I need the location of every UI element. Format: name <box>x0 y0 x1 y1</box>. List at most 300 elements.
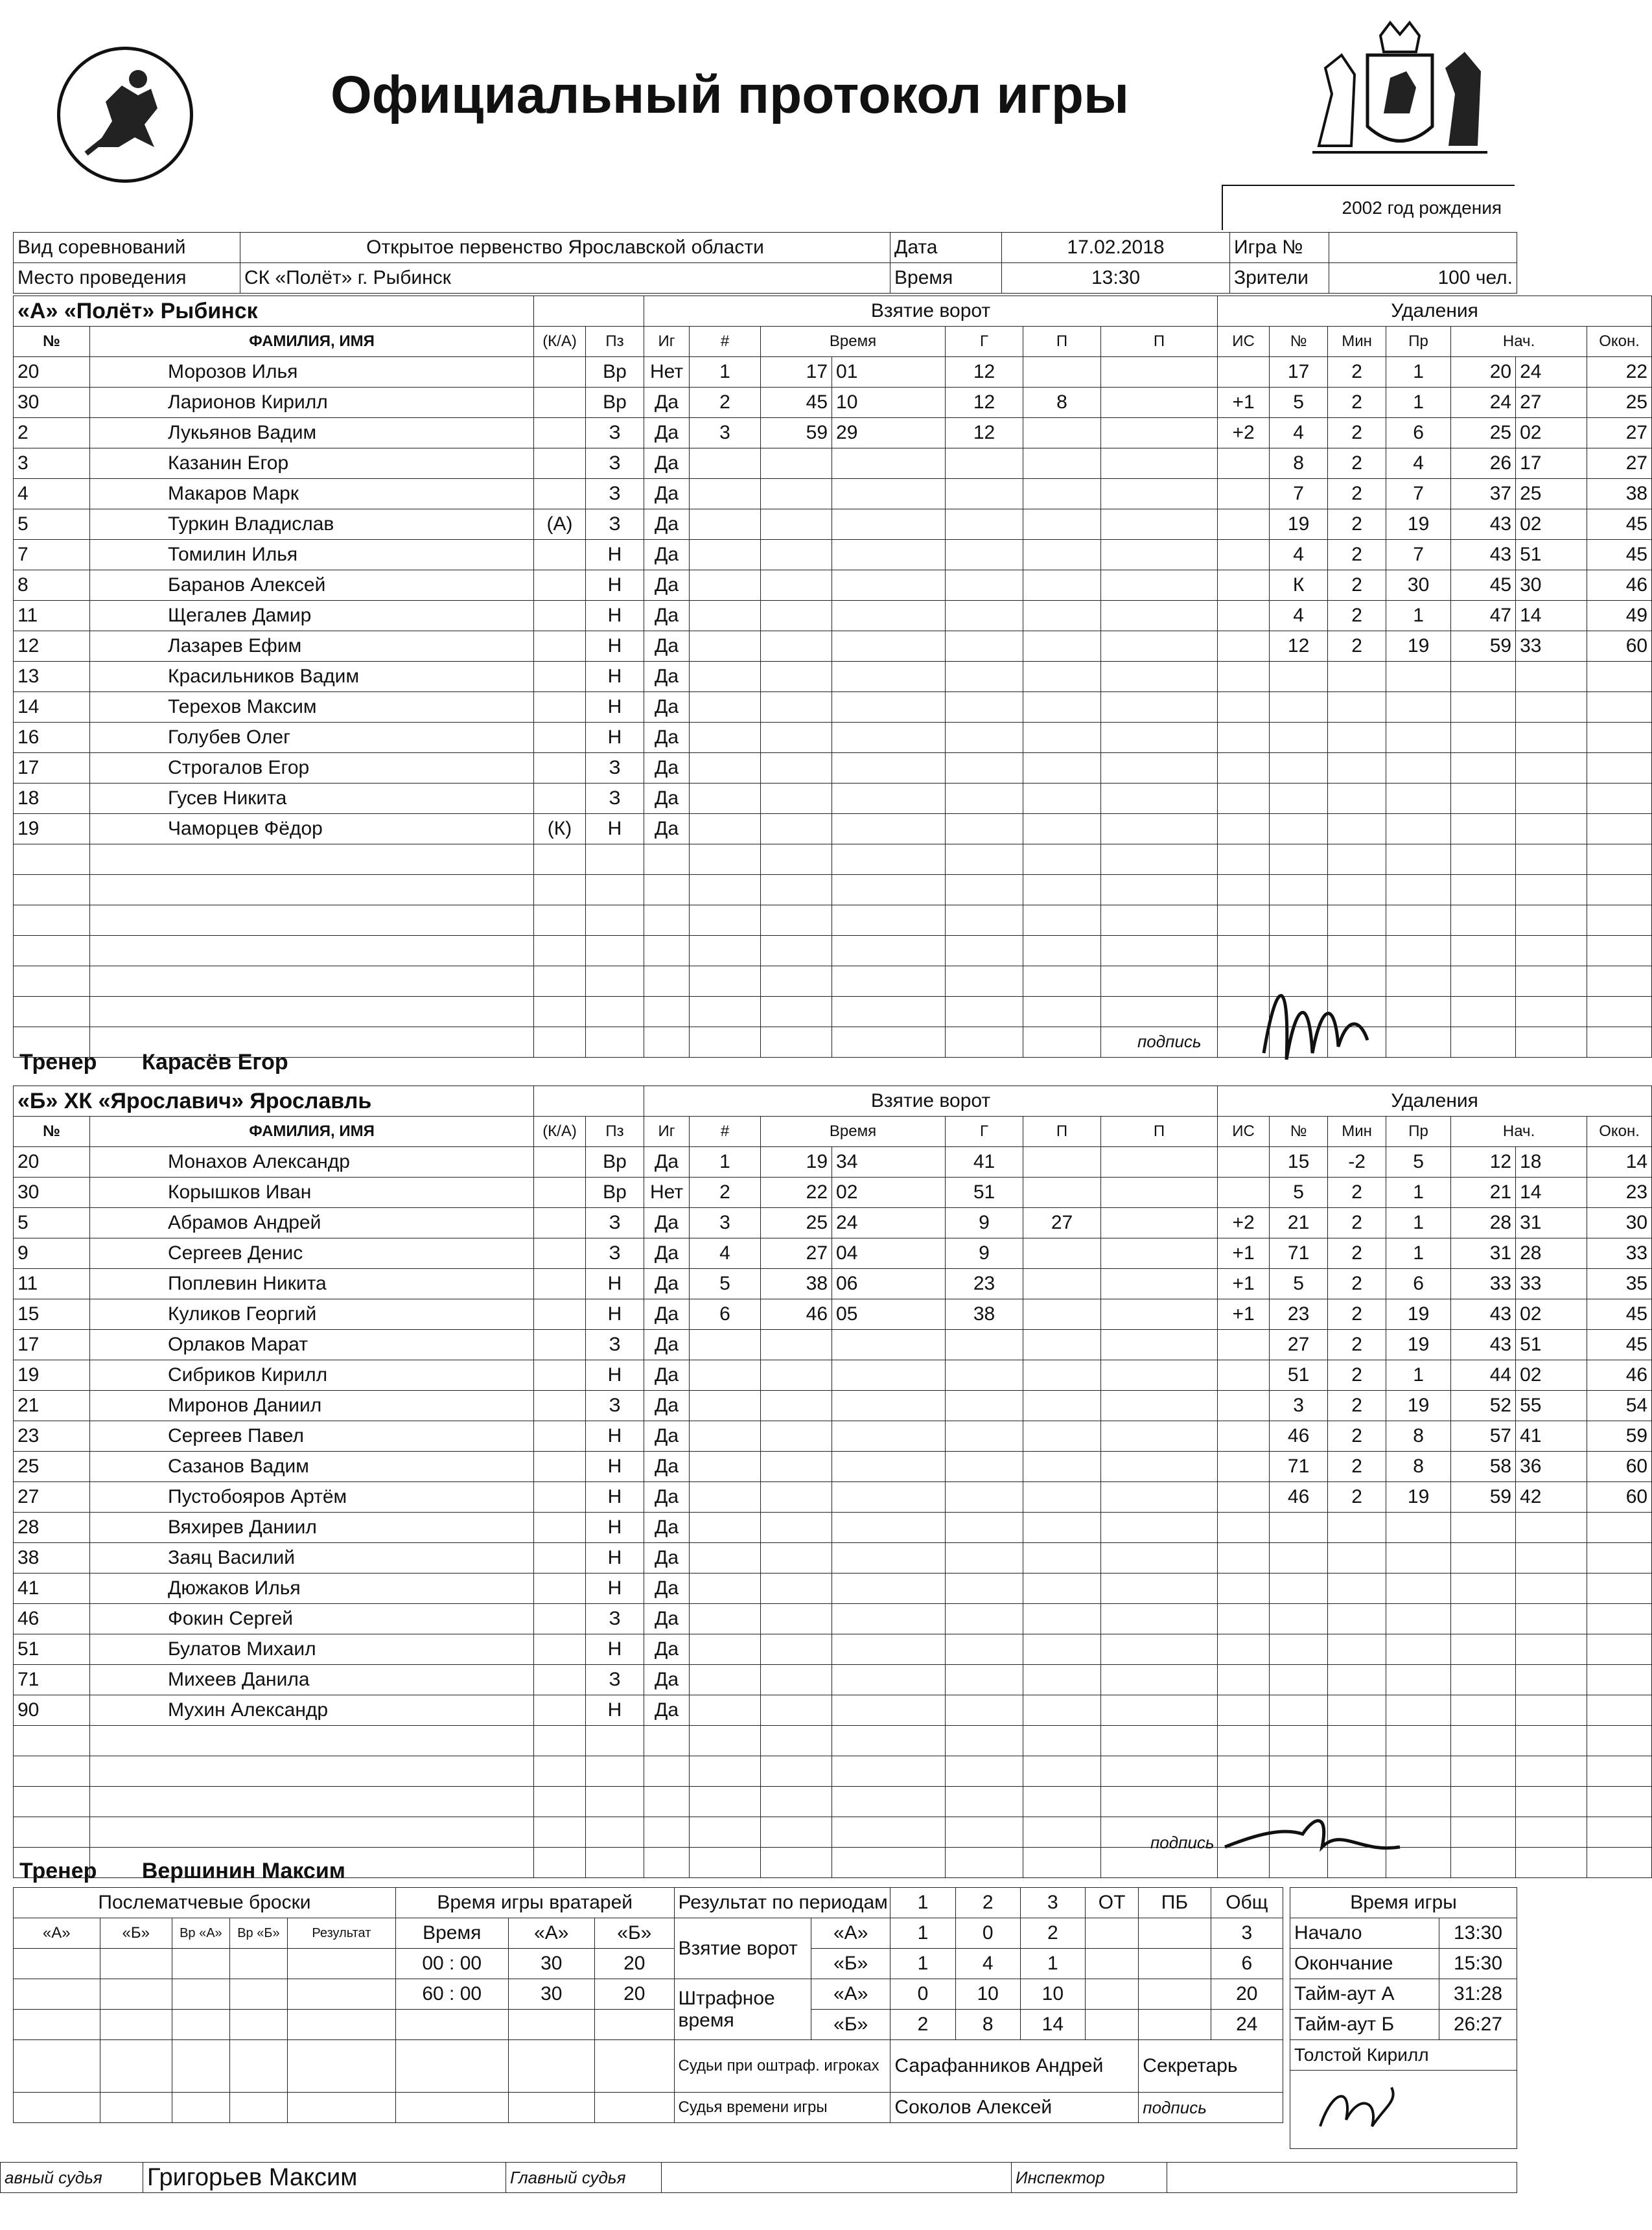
penalty-end-min: 60 <box>1587 1452 1652 1482</box>
table-row <box>14 784 1652 814</box>
penalty-player <box>1270 723 1328 753</box>
goal-situation: +2 <box>1218 1208 1270 1238</box>
goal-second <box>832 1726 946 1756</box>
goals-a-p2: 0 <box>955 1918 1020 1949</box>
penalty-minutes <box>1328 1513 1386 1543</box>
col-goal-g: Г <box>946 1117 1023 1147</box>
penalty-player: 23 <box>1270 1299 1328 1330</box>
goalie-time-label: Время игры вратарей <box>395 1888 674 1918</box>
penalty-player <box>1270 1543 1328 1574</box>
player-name: Сибриков Кирилл <box>90 1360 534 1391</box>
player-played: Да <box>644 662 690 692</box>
penalty-start-sec <box>1516 1756 1587 1787</box>
player-position: Вр <box>586 388 644 418</box>
goal-assist-1 <box>1023 631 1101 662</box>
penalty-minutes: 2 <box>1328 1269 1386 1299</box>
penalty-end-min: 45 <box>1587 509 1652 540</box>
player-played: Да <box>644 448 690 479</box>
goal-minute <box>761 1787 832 1817</box>
player-number: 11 <box>14 1269 90 1299</box>
goal-minute <box>761 1665 832 1695</box>
player-number: 27 <box>14 1482 90 1513</box>
pim-a-p3: 10 <box>1020 1979 1085 2010</box>
col-goal-p1: П <box>1023 1117 1101 1147</box>
player-position <box>586 1756 644 1787</box>
penalty-start-min: 24 <box>1451 388 1516 418</box>
player-name: Орлаков Марат <box>90 1330 534 1360</box>
penalty-start-sec <box>1516 1604 1587 1634</box>
goal-number <box>690 1665 761 1695</box>
goal-scorer <box>946 1726 1023 1756</box>
player-name <box>90 1726 534 1756</box>
timeout-a-time: 31:28 <box>1439 1979 1517 2010</box>
player-name: Вяхирев Даниил <box>90 1513 534 1543</box>
period-col-1: 1 <box>890 1888 955 1918</box>
player-ka <box>534 1360 586 1391</box>
penalty-player: 46 <box>1270 1421 1328 1452</box>
goal-number: 4 <box>690 1238 761 1269</box>
player-played: Да <box>644 1147 690 1178</box>
player-played: Да <box>644 1360 690 1391</box>
player-position: З <box>586 509 644 540</box>
goal-assist-2 <box>1101 844 1218 875</box>
player-played: Да <box>644 1269 690 1299</box>
penalty-start-sec <box>1516 692 1587 723</box>
player-number: 16 <box>14 723 90 753</box>
goal-second <box>832 784 946 814</box>
player-name: Мухин Александр <box>90 1695 534 1726</box>
player-name: Пустобояров Артём <box>90 1482 534 1513</box>
goal-assist-1 <box>1023 997 1101 1027</box>
goal-second <box>832 966 946 997</box>
gk-row1-sec: 00 <box>460 1953 482 1974</box>
goal-assist-1 <box>1023 1027 1101 1058</box>
player-number: 23 <box>14 1421 90 1452</box>
penalty-end-min <box>1587 875 1652 905</box>
player-ka <box>534 1513 586 1543</box>
penalty-start-min: 59 <box>1451 631 1516 662</box>
penalty-player: 5 <box>1270 1178 1328 1208</box>
goal-assist-1 <box>1023 1665 1101 1695</box>
goal-second <box>832 905 946 936</box>
goal-assist-1 <box>1023 966 1101 997</box>
penalty-start-min <box>1451 753 1516 784</box>
table-row <box>14 540 1652 570</box>
goal-second <box>832 1543 946 1574</box>
penalty-player: 17 <box>1270 357 1328 388</box>
player-number: 51 <box>14 1634 90 1665</box>
penalty-start-min: 25 <box>1451 418 1516 448</box>
player-position: З <box>586 479 644 509</box>
goal-minute <box>761 1634 832 1665</box>
player-number: 13 <box>14 662 90 692</box>
player-name: Щегалев Дамир <box>90 601 534 631</box>
shootout-result: Результат <box>287 1918 395 1949</box>
goal-assist-1 <box>1023 1299 1101 1330</box>
game-no-value <box>1329 233 1517 263</box>
head-ref-label: Главный судья <box>506 2163 662 2193</box>
pim-team-a-label: «А» <box>811 1979 890 2010</box>
penalty-start-sec: 27 <box>1516 388 1587 418</box>
penalty-start-min <box>1451 723 1516 753</box>
goal-number: 2 <box>690 388 761 418</box>
player-played: Да <box>644 1299 690 1330</box>
goal-assist-1 <box>1023 875 1101 905</box>
col-num: № <box>14 327 90 357</box>
head-ref-name: Григорьев Максим <box>143 2163 506 2193</box>
goal-second <box>832 814 946 844</box>
penalty-end-min: 46 <box>1587 1360 1652 1391</box>
player-position: Н <box>586 1482 644 1513</box>
goal-assist-1 <box>1023 784 1101 814</box>
player-played <box>644 1848 690 1878</box>
player-ka <box>534 1634 586 1665</box>
goal-assist-1 <box>1023 1848 1101 1878</box>
player-ka <box>534 1299 586 1330</box>
penalty-end-min: 14 <box>1587 1147 1652 1178</box>
inspector-label: Инспектор <box>1012 2163 1167 2193</box>
period-col-2: 2 <box>955 1888 1020 1918</box>
table-row <box>14 662 1652 692</box>
penalty-minutes <box>1328 905 1386 936</box>
penalty-start-sec: 31 <box>1516 1208 1587 1238</box>
penalty-end-min: 45 <box>1587 540 1652 570</box>
goal-minute <box>761 905 832 936</box>
penalty-reason: 8 <box>1386 1421 1451 1452</box>
player-ka <box>534 1482 586 1513</box>
goal-scorer <box>946 1604 1023 1634</box>
goal-number <box>690 1787 761 1817</box>
penalty-reason <box>1386 997 1451 1027</box>
penalty-end-min <box>1587 1574 1652 1604</box>
table-row <box>14 1574 1652 1604</box>
player-position <box>586 936 644 966</box>
penalty-start-min: 43 <box>1451 540 1516 570</box>
col-pos: Пз <box>586 327 644 357</box>
player-played: Да <box>644 1634 690 1665</box>
player-number: 4 <box>14 479 90 509</box>
penalty-player <box>1270 1634 1328 1665</box>
penalty-reason <box>1386 692 1451 723</box>
player-position: З <box>586 1391 644 1421</box>
player-ka <box>534 1726 586 1756</box>
penalty-end-min <box>1587 997 1652 1027</box>
player-position: З <box>586 1604 644 1634</box>
goal-situation <box>1218 1482 1270 1513</box>
player-name: Сергеев Павел <box>90 1421 534 1452</box>
timeout-a-sec: 28 <box>1480 1983 1503 2004</box>
goal-number <box>690 509 761 540</box>
goal-situation <box>1218 723 1270 753</box>
pim-b-total: 24 <box>1211 2010 1283 2040</box>
penalty-start-min: 37 <box>1451 479 1516 509</box>
goal-assist-1 <box>1023 1787 1101 1817</box>
penalty-start-min <box>1451 875 1516 905</box>
player-played: Да <box>644 1695 690 1726</box>
penalty-start-sec <box>1516 723 1587 753</box>
player-played <box>644 966 690 997</box>
goals-a-ot <box>1085 1918 1138 1949</box>
goal-number: 3 <box>690 1208 761 1238</box>
player-position <box>586 875 644 905</box>
player-number <box>14 966 90 997</box>
table-row <box>14 1391 1652 1421</box>
penalty-minutes: 2 <box>1328 1178 1386 1208</box>
goal-minute <box>761 966 832 997</box>
player-ka <box>534 997 586 1027</box>
player-position <box>586 966 644 997</box>
penalty-start-sec: 51 <box>1516 540 1587 570</box>
player-name <box>90 844 534 875</box>
goal-number <box>690 479 761 509</box>
table-row <box>14 1208 1652 1238</box>
goal-number <box>690 1391 761 1421</box>
goal-situation <box>1218 1178 1270 1208</box>
player-ka <box>534 784 586 814</box>
end-sec: 30 <box>1480 1953 1503 1974</box>
player-ka <box>534 1604 586 1634</box>
goal-second <box>832 1330 946 1360</box>
goal-assist-2 <box>1101 753 1218 784</box>
player-ka <box>534 1695 586 1726</box>
table-row <box>14 1147 1652 1178</box>
table-row <box>14 1330 1652 1360</box>
goal-scorer <box>946 1452 1023 1482</box>
penalty-end-min <box>1587 936 1652 966</box>
player-position: Н <box>586 1452 644 1482</box>
goal-number <box>690 1027 761 1058</box>
penalty-end-min: 45 <box>1587 1330 1652 1360</box>
table-row <box>14 418 1652 448</box>
player-played: Да <box>644 388 690 418</box>
goal-minute <box>761 723 832 753</box>
player-played: Да <box>644 692 690 723</box>
goal-scorer <box>946 1543 1023 1574</box>
penalty-start-min: 58 <box>1451 1452 1516 1482</box>
col-goal-is: ИС <box>1218 1117 1270 1147</box>
player-ka <box>534 723 586 753</box>
table-row <box>14 1238 1652 1269</box>
penalty-end-min: 27 <box>1587 418 1652 448</box>
col-pen-start: Нач. <box>1451 1117 1587 1147</box>
col-goal-time: Время <box>761 327 946 357</box>
player-ka: (К) <box>534 814 586 844</box>
player-name: Абрамов Андрей <box>90 1208 534 1238</box>
goal-number: 1 <box>690 1147 761 1178</box>
goal-assist-1 <box>1023 1513 1101 1543</box>
goals-a-p3: 2 <box>1020 1918 1085 1949</box>
goal-situation <box>1218 784 1270 814</box>
player-name: Корышков Иван <box>90 1178 534 1208</box>
penalty-start-sec <box>1516 875 1587 905</box>
goal-scorer <box>946 1817 1023 1848</box>
penalty-minutes <box>1328 753 1386 784</box>
end-time: 15:30 <box>1439 1949 1517 1979</box>
goal-assist-2 <box>1101 1269 1218 1299</box>
penalty-start-min: 21 <box>1451 1178 1516 1208</box>
goal-minute <box>761 1482 832 1513</box>
goals-b-p1: 1 <box>890 1949 955 1979</box>
penalty-start-min <box>1451 997 1516 1027</box>
player-ka <box>534 388 586 418</box>
penalty-player: 5 <box>1270 1269 1328 1299</box>
col-play: Иг <box>644 1117 690 1147</box>
goal-situation <box>1218 692 1270 723</box>
timekeeper-name: Соколов Алексей <box>890 2093 1139 2123</box>
penalty-start-sec <box>1516 1787 1587 1817</box>
penalty-end-min <box>1587 753 1652 784</box>
penalty-start-min: 44 <box>1451 1360 1516 1391</box>
team_b-goals-title: Взятие ворот <box>644 1086 1218 1117</box>
goal-minute <box>761 1574 832 1604</box>
player-position <box>586 997 644 1027</box>
goal-situation <box>1218 1756 1270 1787</box>
team-a-table <box>13 296 1652 1058</box>
team_b-title: «Б» ХК «Ярославич» Ярославль <box>14 1086 534 1117</box>
penalty-minutes <box>1328 844 1386 875</box>
goal-second <box>832 1513 946 1543</box>
goal-scorer <box>946 1421 1023 1452</box>
penalty-start-sec: 24 <box>1516 357 1587 388</box>
player-played: Да <box>644 418 690 448</box>
goal-scorer <box>946 936 1023 966</box>
goal-situation: +1 <box>1218 1269 1270 1299</box>
player-played: Да <box>644 1391 690 1421</box>
venue-value: СК «Полёт» г. Рыбинск <box>240 263 890 294</box>
goal-number: 1 <box>690 357 761 388</box>
goal-minute <box>761 692 832 723</box>
goals-a-p1: 1 <box>890 1918 955 1949</box>
pim-b-p2: 8 <box>955 2010 1020 2040</box>
penalty-start-sec: 02 <box>1516 1299 1587 1330</box>
goal-number: 6 <box>690 1299 761 1330</box>
penalty-end-min <box>1587 1513 1652 1543</box>
goal-second: 34 <box>832 1147 946 1178</box>
col-pen-pr: Пр <box>1386 327 1451 357</box>
penalty-start-sec: 17 <box>1516 448 1587 479</box>
goal-minute <box>761 1817 832 1848</box>
goal-number <box>690 723 761 753</box>
goal-assist-2 <box>1101 388 1218 418</box>
penalty-end-min: 35 <box>1587 1269 1652 1299</box>
penalty-reason: 1 <box>1386 1238 1451 1269</box>
spectators-value: 100 чел. <box>1329 263 1517 294</box>
goals-b-ot <box>1085 1949 1138 1979</box>
table-row <box>14 723 1652 753</box>
penalty-minutes: 2 <box>1328 1421 1386 1452</box>
table-row <box>14 875 1652 905</box>
spectators-label: Зрители <box>1230 263 1329 294</box>
player-name: Сергеев Денис <box>90 1238 534 1269</box>
gk-row2-b: 20 <box>595 1979 674 2010</box>
goal-assist-2 <box>1101 936 1218 966</box>
player-name: Гусев Никита <box>90 784 534 814</box>
goal-second: 01 <box>832 357 946 388</box>
gk-row2-a: 30 <box>508 1979 595 2010</box>
goal-assist-2 <box>1101 1421 1218 1452</box>
penalty-start-min <box>1451 844 1516 875</box>
player-name <box>90 936 534 966</box>
col-ka: (К/А) <box>534 327 586 357</box>
penalty-end-min <box>1587 784 1652 814</box>
goal-second <box>832 1027 946 1058</box>
player-ka <box>534 631 586 662</box>
player-number: 19 <box>14 1360 90 1391</box>
penalty-player <box>1270 1695 1328 1726</box>
player-position: Н <box>586 601 644 631</box>
table-row <box>14 905 1652 936</box>
player-name: Сазанов Вадим <box>90 1452 534 1482</box>
shootout-gk-b: Вр «Б» <box>229 1918 287 1949</box>
goal-number <box>690 1756 761 1787</box>
player-position: Н <box>586 692 644 723</box>
team-b-coach <box>19 1859 345 1884</box>
goal-assist-2 <box>1101 905 1218 936</box>
goal-minute <box>761 753 832 784</box>
penalty-minutes: 2 <box>1328 357 1386 388</box>
shootout-team-a: «А» <box>14 1918 100 1949</box>
player-played: Да <box>644 753 690 784</box>
player-number: 7 <box>14 540 90 570</box>
goal-scorer <box>946 1391 1023 1421</box>
goal-second: 10 <box>832 388 946 418</box>
player-ka <box>534 692 586 723</box>
penalty-judge-name: Сарафанников Андрей <box>890 2040 1139 2093</box>
goal-assist-1 <box>1023 1726 1101 1756</box>
player-name: Ларионов Кирилл <box>90 388 534 418</box>
goal-minute <box>761 1756 832 1787</box>
penalty-reason <box>1386 1027 1451 1058</box>
goal-assist-2 <box>1101 1452 1218 1482</box>
goal-minute <box>761 814 832 844</box>
penalty-reason <box>1386 844 1451 875</box>
penalty-end-min: 38 <box>1587 479 1652 509</box>
hockey-logo-icon <box>57 47 193 183</box>
penalty-reason: 19 <box>1386 1330 1451 1360</box>
penalty-player: 12 <box>1270 631 1328 662</box>
player-position <box>586 844 644 875</box>
penalty-start-min: 31 <box>1451 1238 1516 1269</box>
table-row <box>14 448 1652 479</box>
table-row <box>14 509 1652 540</box>
player-number <box>14 844 90 875</box>
player-played: Да <box>644 1421 690 1452</box>
goal-scorer <box>946 479 1023 509</box>
goalie-col-b: «Б» <box>595 1918 674 1949</box>
penalty-end-min <box>1587 844 1652 875</box>
player-ka <box>534 1574 586 1604</box>
goal-minute: 59 <box>761 418 832 448</box>
game-info-table <box>13 232 1517 294</box>
goal-assist-2 <box>1101 1178 1218 1208</box>
goal-assist-1 <box>1023 448 1101 479</box>
penalty-end-min <box>1587 966 1652 997</box>
goal-number <box>690 905 761 936</box>
player-played: Да <box>644 601 690 631</box>
goal-minute <box>761 844 832 875</box>
penalty-minutes: 2 <box>1328 509 1386 540</box>
penalty-minutes: 2 <box>1328 1360 1386 1391</box>
player-position: Н <box>586 1299 644 1330</box>
player-position <box>586 1817 644 1848</box>
goal-number <box>690 997 761 1027</box>
player-played: Да <box>644 1513 690 1543</box>
goal-scorer: 23 <box>946 1269 1023 1299</box>
table-row <box>14 388 1652 418</box>
goal-scorer <box>946 1787 1023 1817</box>
penalty-reason: 4 <box>1386 448 1451 479</box>
player-played: Да <box>644 1543 690 1574</box>
